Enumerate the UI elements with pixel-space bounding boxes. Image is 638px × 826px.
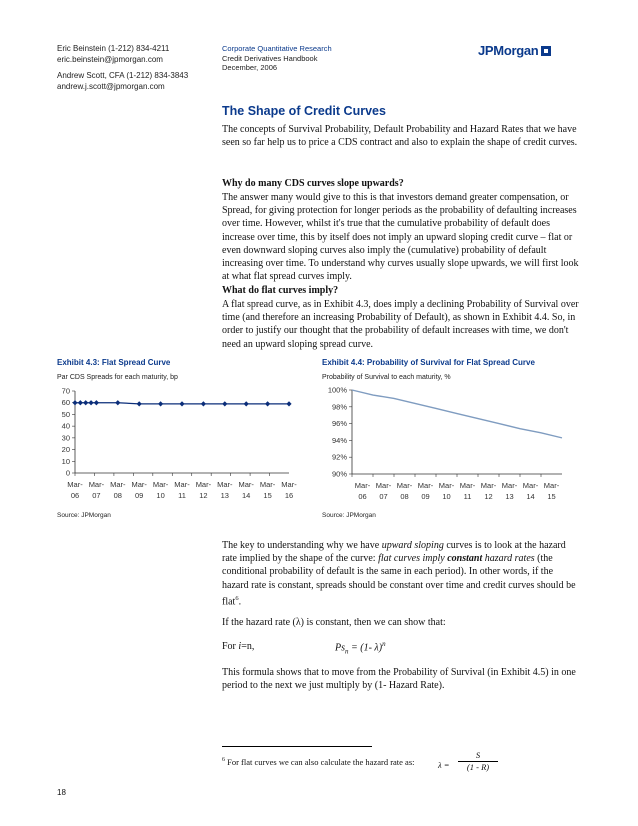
y-tick-label: 90% [331, 469, 347, 479]
y-tick-label: 70 [61, 386, 70, 396]
data-point-marker [88, 400, 93, 405]
text-run: . [238, 596, 242, 608]
publication-block [222, 44, 332, 73]
data-point-marker [78, 400, 83, 405]
x-tick-label-month: Mar- [375, 481, 392, 490]
page-number: 18 [57, 788, 66, 797]
y-tick-label: 96% [331, 419, 347, 429]
emphasis-hazard-rates: hazard rates [482, 553, 535, 565]
x-tick-label-month: Mar- [259, 480, 276, 489]
x-tick-label-year: 08 [400, 492, 409, 501]
x-tick-label-month: Mar- [131, 480, 147, 489]
x-tick-label-year: 14 [242, 491, 251, 500]
exhibit-4-3-source: Source: JPMorgan [57, 512, 111, 519]
publication-title: Credit Derivatives Handbook [222, 53, 318, 63]
x-tick-label-month: Mar- [459, 481, 476, 490]
logo-text: JPMorgan [478, 43, 539, 58]
y-tick-label: 0 [65, 468, 70, 478]
x-tick-label-year: 12 [484, 492, 493, 501]
x-tick-label-year: 12 [199, 491, 208, 500]
y-tick-label: 92% [331, 452, 347, 462]
x-tick-label-month: Mar- [152, 480, 169, 489]
footnote-text: For flat curves we can also calculate the hazard rate as: [227, 757, 415, 767]
x-tick-label-year: 06 [358, 492, 367, 501]
y-tick-label: 40 [61, 421, 70, 431]
y-tick-label: 100% [327, 386, 347, 395]
formula-lhs: Ps [335, 642, 345, 654]
x-tick-label-month: Mar- [195, 480, 212, 489]
logo-mark-icon [541, 46, 551, 56]
footnote-divider [222, 746, 372, 747]
x-tick-label-month: Mar- [438, 481, 455, 490]
x-tick-label-month: Mar- [238, 480, 254, 489]
author2-email[interactable]: andrew.j.scott@jpmorgan.com [57, 81, 165, 91]
emphasis-constant: constant [447, 553, 483, 565]
x-tick-label-month: Mar- [281, 480, 297, 489]
y-tick-label: 20 [61, 445, 70, 455]
text-run: =n, [241, 641, 255, 652]
footnote [222, 757, 415, 767]
x-tick-label-month: Mar- [396, 481, 413, 490]
x-tick-label-year: 15 [547, 492, 556, 501]
publication-date: December, 2006 [222, 63, 278, 72]
data-point-marker [222, 401, 227, 406]
y-tick-label: 60 [61, 398, 70, 408]
survival-formula [335, 640, 386, 655]
data-point-marker [286, 401, 291, 406]
text-run: For [222, 641, 239, 652]
x-tick-label-month: Mar- [67, 480, 83, 489]
x-tick-label-month: Mar- [88, 480, 105, 489]
footnote-lambda: λ = [438, 760, 450, 770]
x-tick-label-year: 11 [178, 491, 186, 500]
data-point-marker [72, 400, 77, 405]
x-tick-label-month: Mar- [110, 480, 126, 489]
q1-heading: Why do many CDS curves slope upwards? [222, 178, 404, 189]
x-tick-label-month: Mar- [522, 481, 539, 490]
y-tick-label: 30 [61, 433, 70, 443]
data-point-marker [201, 401, 206, 406]
exhibit-4-4-source: Source: JPMorgan [322, 512, 376, 519]
x-tick-label-month: Mar- [417, 481, 434, 490]
exhibit-4-3-chart [57, 386, 297, 510]
y-tick-label: 94% [331, 435, 347, 445]
data-point-marker [94, 400, 99, 405]
exhibit-4-3-subtitle: Par CDS Spreads for each maturity, bp [57, 374, 178, 381]
x-tick-label-month: Mar- [174, 480, 190, 489]
x-tick-label-year: 10 [442, 492, 451, 501]
x-tick-label-month: Mar- [354, 481, 371, 490]
x-tick-label-year: 08 [113, 491, 122, 500]
x-tick-label-year: 07 [92, 491, 101, 500]
emphasis-flat-curves: flat curves imply [378, 553, 448, 565]
x-tick-label-month: Mar- [501, 481, 518, 490]
jpmorgan-logo [478, 43, 551, 58]
formula-exponent: n [382, 640, 386, 648]
intro-paragraph: The concepts of Survival Probability, Default Probability and Hazard Rates that we have seen so far help us to price a CDS contract and also to explain the shape of credit curves. [222, 124, 578, 149]
section-title: The Shape of Credit Curves [222, 104, 386, 118]
text-run: curves is to look at the hazard rate implied by the shape of the curve: [222, 540, 566, 565]
x-tick-label-year: 16 [284, 491, 294, 500]
x-tick-label-year: 15 [263, 491, 272, 500]
footnote-reference[interactable]: 6 [235, 594, 239, 602]
y-tick-label: 50 [61, 409, 70, 419]
text-run: The key to understanding why we have [222, 540, 382, 551]
author1-name-phone: Eric Beinstein (1-212) 834-4211 [57, 44, 170, 53]
exhibit-4-3-title: Exhibit 4.3: Flat Spread Curve [57, 358, 171, 367]
x-tick-label-year: 10 [156, 491, 165, 500]
formula-index: i [238, 641, 242, 652]
x-tick-label-year: 14 [526, 492, 535, 501]
hazard-constant-line: If the hazard rate (λ) is constant, then we can show that: [222, 617, 446, 628]
text-run: (the conditional probability of default is the same in each period). In other words, if the hazard rate is constant, spreads should be constant over time and credit curves should be flat [222, 553, 576, 608]
formula-note-paragraph: This formula shows that to move from the Probability of Survival (in Exhibit 4.5) in one period to the next we just multiply by (1- Hazard Rate). [222, 667, 576, 692]
formula-subscript: n [345, 647, 349, 656]
exhibit-4-4-title: Exhibit 4.4: Probability of Survival for Flat Spread Curve [322, 358, 535, 367]
x-tick-label-month: Mar- [543, 481, 560, 490]
data-point-marker [83, 400, 88, 405]
author2-name-phone: Andrew Scott, CFA (1-212) 834-3843 [57, 71, 189, 80]
author1-email[interactable]: eric.beinstein@jpmorgan.com [57, 54, 163, 64]
footnote-number: 6 [222, 757, 225, 764]
q2-paragraph: A flat spread curve, as in Exhibit 4.3, does imply a declining Probability of Survival over time (and therefore an increasing Probability of Default), as shown in Exhibit 4.4. So, in order to justify our thought that the probability of default increases with time, we don't need an upward sloping spread curve. [222, 299, 579, 350]
x-tick-label-year: 09 [135, 491, 144, 500]
y-tick-label: 98% [331, 402, 347, 412]
x-tick-label-year: 13 [220, 491, 229, 500]
data-point-marker [158, 401, 163, 406]
exhibit-4-4-chart [322, 386, 577, 510]
q2-heading: What do flat curves imply? [222, 285, 339, 296]
footnote-fraction [458, 750, 498, 772]
x-tick-label-year: 13 [505, 492, 514, 501]
x-tick-label-year: 11 [463, 492, 472, 501]
data-point-marker [137, 401, 142, 406]
data-point-marker [244, 401, 249, 406]
x-tick-label-month: Mar- [480, 481, 497, 490]
x-tick-label-year: 06 [70, 491, 80, 500]
data-point-marker [179, 401, 184, 406]
fraction-denominator: (1 - R) [466, 762, 490, 772]
author-block [57, 44, 188, 92]
x-tick-label-year: 09 [421, 492, 430, 501]
y-tick-label: 10 [61, 456, 70, 466]
series-line [352, 390, 562, 438]
x-tick-label-year: 07 [379, 492, 388, 501]
hazard-explanation-paragraph [222, 539, 580, 608]
exhibit-4-4-subtitle: Probability of Survival to each maturity, % [322, 374, 451, 381]
exhibit-4-4 [322, 358, 582, 381]
fraction-numerator: S [475, 750, 481, 760]
formula-rhs: = (1- λ) [348, 642, 383, 654]
q1-paragraph: The answer many would give to this is that investors demand greater compensation, or Spread, for giving protection for longer periods as the probability of defaulting increases over time. However, whilst it's true that the cumulative probability of default does increase over time, this by itself does not imply an upward sloping credit curve – flat or even downward sloping curves also imply the (cumulative) probability of default increasing over time. To understand why curves usually slope upwards, we will first look at what flat spread curves imply. [222, 192, 579, 283]
data-point-marker [115, 400, 120, 405]
data-point-marker [265, 401, 270, 406]
emphasis-upward-sloping: upward sloping [381, 540, 444, 551]
x-tick-label-month: Mar- [217, 480, 233, 489]
department: Corporate Quantitative Research [222, 44, 332, 53]
exhibit-4-3 [57, 358, 295, 381]
